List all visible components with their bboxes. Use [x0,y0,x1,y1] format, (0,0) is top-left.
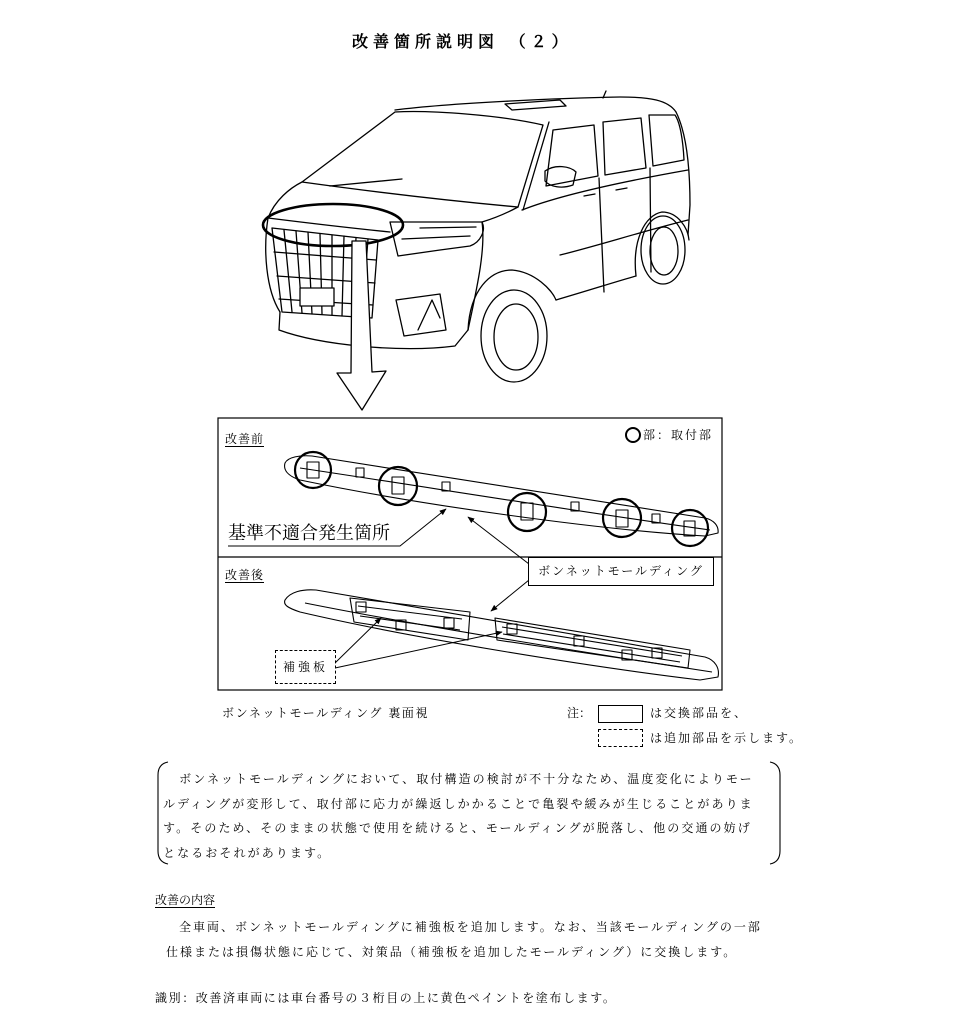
car-rear-wheel-rim [650,227,678,275]
right-bracket [770,762,780,864]
car-hood-right [482,207,518,222]
reinforcement-plate-label: 補強板 [275,650,336,684]
legend-label: 部：取付部 [643,428,714,442]
car-hood-left [268,182,302,218]
car-roof [395,97,676,112]
before-label: 改善前 [225,432,265,446]
car-headlight-inner [402,227,476,239]
improvement-heading: 改善の内容 [155,893,216,907]
description-line: となるおそれがあります。 [163,846,332,860]
description-line: ボンネットモールディングにおいて、取付構造の検討が不十分なため、温度変化によりモー [165,772,754,786]
car-rear-quarter-glass [649,115,684,166]
car-bumper-trim [418,300,440,330]
moulding-after-drawing [285,590,719,680]
car-windshield [302,112,543,207]
bonnet-moulding-label: ボンネットモールディング [528,557,714,586]
down-arrow [337,241,386,410]
diagram-caption: ボンネットモールディング 裏面視 [222,706,430,720]
replaced-part-swatch [598,705,643,723]
circle-icon [625,427,641,443]
car-wiper [330,179,402,186]
car-mirror [545,167,576,188]
car-sunroof [505,100,566,110]
note-prefix: 注： [567,706,592,720]
identification-text: 識別：改善済車両には車台番号の３桁目の上に黄色ペイントを塗布します。 [155,991,617,1005]
reinforcement-leader-2 [335,632,502,668]
defect-location-label: 基準不適合発生箇所 [228,523,390,544]
improvement-line: 仕様または損傷状態に応じて、対策品（補強板を追加したモールディング）に交換します。 [166,945,738,959]
car-side-character-line [560,220,688,255]
description-line: す。そのため、そのままの状態で使用を続けると、モールディングが脱落し、他の交通の妨げ [163,821,752,835]
page-title: 改善箇所説明図 （２） [352,32,573,51]
after-label: 改善後 [225,568,265,582]
car-front-door-glass [546,125,598,186]
car-door-line-front [599,178,604,292]
note-replaced-text: は交換部品を、 [650,706,749,720]
car-license-plate [300,288,334,306]
note-added-text: は追加部品を示します。 [650,731,804,745]
car-front-wheel-rim [494,304,538,370]
added-part-swatch [598,729,643,747]
car-slide-door-glass [603,118,646,175]
description-line: ルディングが変形して、取付部に応力が繰返しかかることで亀裂や緩みが生じることがありま [163,797,754,811]
car-illustration [266,91,690,382]
improvement-line: 全車両、ボンネットモールディングに補強板を追加します。なお、当該モールディングの一部 [165,920,762,934]
highlight-ellipse [263,204,403,246]
car-front-wheel-arch [468,270,556,330]
moulding-after-outline [285,590,719,680]
part-leader-after [491,580,529,611]
car-side-lower [556,276,636,300]
car-a-pillar [523,122,549,210]
car-rear-edge [676,112,690,235]
